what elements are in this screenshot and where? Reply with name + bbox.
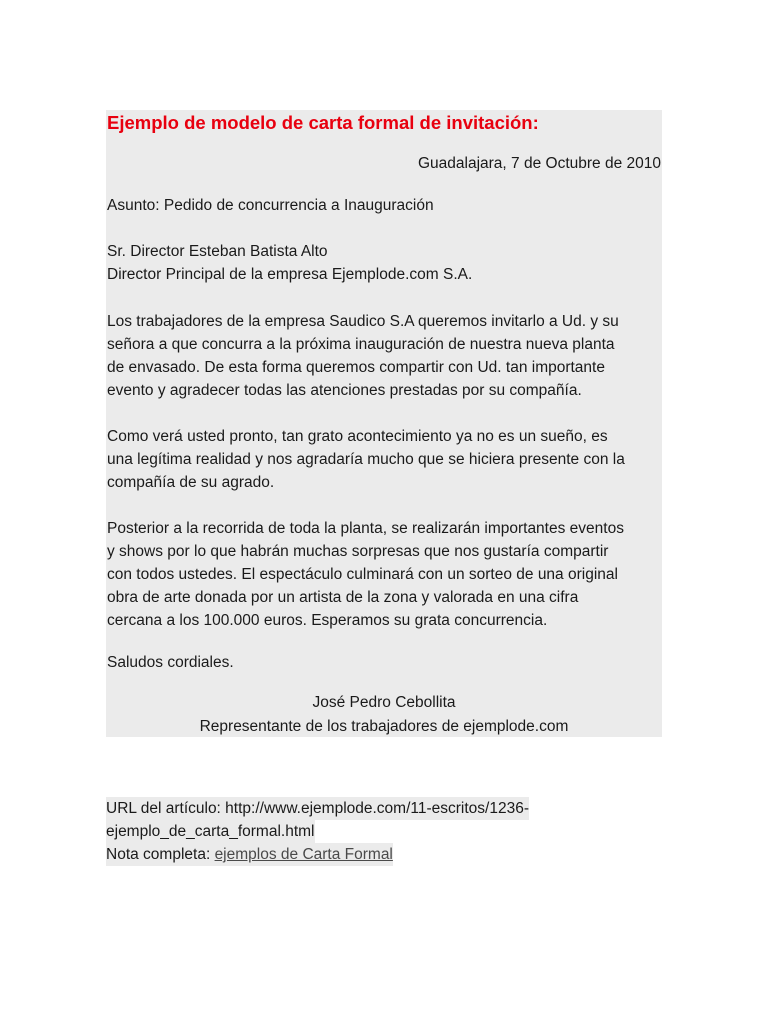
paragraph-line: evento y agradecer todas las atenciones prestadas por su compañía. (107, 382, 582, 399)
closing: Saludos cordiales. (107, 654, 234, 671)
paragraph-line: obra de arte donada por un artista de la zona y valorada en una cifra (107, 589, 579, 606)
recipient-name: Sr. Director Esteban Batista Alto (107, 243, 328, 260)
signature-name: José Pedro Cebollita (312, 694, 456, 711)
paragraph-line: una legítima realidad y nos agradaría mucho que se hiciera presente con la (107, 451, 625, 468)
paragraph-line: señora a que concurra a la próxima inauguración de nuestra nueva planta (107, 336, 615, 353)
letter-title: Ejemplo de modelo de carta formal de invitación: (107, 112, 539, 133)
paragraph-line: Posterior a la recorrida de toda la planta, se realizarán importantes eventos (107, 520, 624, 537)
paragraph-line: y shows por lo que habrán muchas sorpresas que nos gustaría compartir (107, 543, 609, 560)
paragraph-line: cercana a los 100.000 euros. Esperamos su grata concurrencia. (107, 612, 548, 629)
paragraph-line: de envasado. De esta forma queremos compartir con Ud. tan importante (107, 359, 605, 376)
place-date: Guadalajara, 7 de Octubre de 2010 (417, 155, 661, 172)
subject-line: Asunto: Pedido de concurrencia a Inauguración (107, 197, 434, 214)
paragraph-line: con todos ustedes. El espectáculo culminará con un sorteo de una original (107, 566, 618, 583)
note-label: Nota completa: (106, 846, 215, 863)
recipient-title: Director Principal de la empresa Ejemplode.com S.A. (107, 266, 473, 283)
paragraph-line: compañía de su agrado. (107, 474, 275, 491)
signature-role: Representante de los trabajadores de ejemplode.com (199, 718, 569, 735)
article-url-line: ejemplo_de_carta_formal.html (106, 820, 315, 843)
paragraph-line: Los trabajadores de la empresa Saudico S.A queremos invitarlo a Ud. y su (107, 313, 619, 330)
article-url-line: URL del artículo: http://www.ejemplode.com/11-escritos/1236- (106, 797, 529, 820)
note-line (106, 843, 393, 866)
paragraph-line: Como verá usted pronto, tan grato acontecimiento ya no es un sueño, es (107, 428, 608, 445)
note-link[interactable]: ejemplos de Carta Formal (214, 846, 393, 863)
